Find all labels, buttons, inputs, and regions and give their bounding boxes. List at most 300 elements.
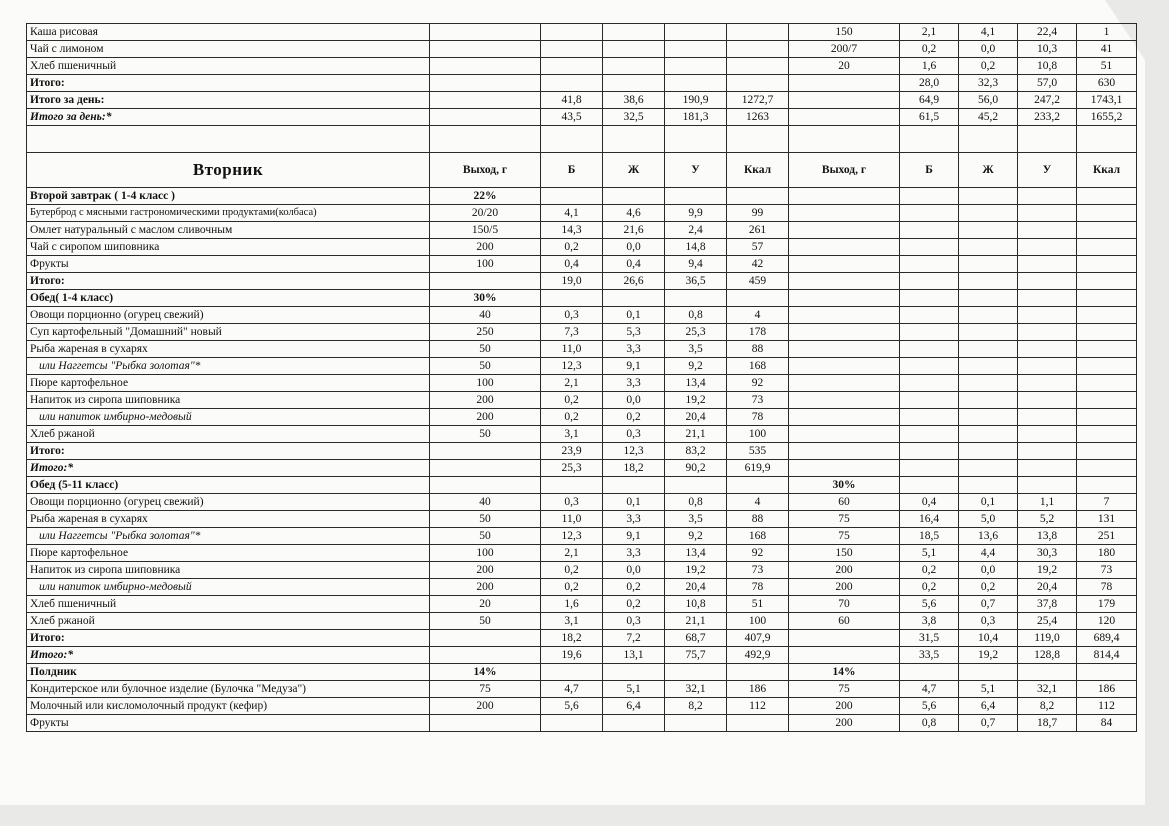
carbs-1: 36,5 <box>665 273 727 290</box>
output-2 <box>789 375 900 392</box>
carbs-1: 75,7 <box>665 647 727 664</box>
table-row <box>27 290 1137 307</box>
output-1: 50 <box>430 511 541 528</box>
output-1: 14% <box>430 664 541 681</box>
carbs-1 <box>665 290 727 307</box>
output-1: 50 <box>430 613 541 630</box>
proteins-1: 7,3 <box>541 324 603 341</box>
proteins-2: 33,5 <box>900 647 959 664</box>
proteins-2 <box>900 375 959 392</box>
proteins-1: 0,3 <box>541 494 603 511</box>
carbs-1: 2,4 <box>665 222 727 239</box>
table-row <box>27 92 1137 109</box>
kcal-2: 1743,1 <box>1077 92 1137 109</box>
spacer-row <box>27 126 1137 153</box>
kcal-2: 84 <box>1077 715 1137 732</box>
carbs-2 <box>1018 477 1077 494</box>
dish-name: Хлеб ржаной <box>27 426 430 443</box>
table-row <box>27 630 1137 647</box>
output-1 <box>430 460 541 477</box>
proteins-2: 61,5 <box>900 109 959 126</box>
fats-2 <box>959 358 1018 375</box>
table-row <box>27 613 1137 630</box>
proteins-1: 3,1 <box>541 613 603 630</box>
carbs-2: 119,0 <box>1018 630 1077 647</box>
dish-name: Пюре картофельное <box>27 375 430 392</box>
proteins-1: 14,3 <box>541 222 603 239</box>
proteins-2: 5,6 <box>900 698 959 715</box>
dish-name: Пюре картофельное <box>27 545 430 562</box>
header-kcal-2: Ккал <box>1077 153 1137 188</box>
fats-1: 0,2 <box>603 409 665 426</box>
output-2 <box>789 341 900 358</box>
fats-2 <box>959 664 1018 681</box>
output-2 <box>789 205 900 222</box>
kcal-1 <box>727 75 789 92</box>
carbs-1: 83,2 <box>665 443 727 460</box>
fats-2: 0,1 <box>959 494 1018 511</box>
kcal-1: 168 <box>727 358 789 375</box>
kcal-1: 100 <box>727 426 789 443</box>
kcal-1: 99 <box>727 205 789 222</box>
carbs-1: 0,8 <box>665 307 727 324</box>
carbs-1: 0,8 <box>665 494 727 511</box>
table-row <box>27 715 1137 732</box>
kcal-2: 7 <box>1077 494 1137 511</box>
carbs-1 <box>665 41 727 58</box>
proteins-2: 0,2 <box>900 41 959 58</box>
output-2 <box>789 409 900 426</box>
fats-1: 0,0 <box>603 392 665 409</box>
proteins-2 <box>900 341 959 358</box>
table-row <box>27 273 1137 290</box>
kcal-2 <box>1077 307 1137 324</box>
proteins-2 <box>900 409 959 426</box>
proteins-1: 25,3 <box>541 460 603 477</box>
output-2: 75 <box>789 681 900 698</box>
output-1: 200 <box>430 392 541 409</box>
table-row <box>27 41 1137 58</box>
kcal-1 <box>727 715 789 732</box>
proteins-2 <box>900 290 959 307</box>
table-row <box>27 596 1137 613</box>
proteins-1 <box>541 24 603 41</box>
header-output-2: Выход, г <box>789 153 900 188</box>
output-1: 50 <box>430 528 541 545</box>
table-row <box>27 579 1137 596</box>
carbs-1: 190,9 <box>665 92 727 109</box>
proteins-2: 16,4 <box>900 511 959 528</box>
carbs-2 <box>1018 324 1077 341</box>
fats-2: 5,0 <box>959 511 1018 528</box>
fats-2: 19,2 <box>959 647 1018 664</box>
proteins-1 <box>541 188 603 205</box>
dish-name: Второй завтрак ( 1-4 класс ) <box>27 188 430 205</box>
dish-name: Итого за день: <box>27 92 430 109</box>
carbs-2: 25,4 <box>1018 613 1077 630</box>
dish-name: Итого: <box>27 443 430 460</box>
table-row <box>27 222 1137 239</box>
output-2 <box>789 188 900 205</box>
fats-2 <box>959 239 1018 256</box>
header-u-2: У <box>1018 153 1077 188</box>
fats-2: 4,4 <box>959 545 1018 562</box>
table-row <box>27 494 1137 511</box>
kcal-1: 112 <box>727 698 789 715</box>
output-1 <box>430 109 541 126</box>
fats-1: 5,3 <box>603 324 665 341</box>
kcal-1: 619,9 <box>727 460 789 477</box>
output-2: 150 <box>789 545 900 562</box>
table-row <box>27 24 1137 41</box>
fats-2 <box>959 477 1018 494</box>
header-u-1: У <box>665 153 727 188</box>
output-2 <box>789 358 900 375</box>
dish-name: или напиток имбирно-медовый <box>27 409 430 426</box>
kcal-1: 186 <box>727 681 789 698</box>
carbs-2 <box>1018 290 1077 307</box>
output-2 <box>789 392 900 409</box>
dish-name: Обед( 1-4 класс) <box>27 290 430 307</box>
dish-name: Молочный или кисломолочный продукт (кефир) <box>27 698 430 715</box>
table-row <box>27 409 1137 426</box>
proteins-1: 0,3 <box>541 307 603 324</box>
header-b-2: Б <box>900 153 959 188</box>
output-2: 75 <box>789 528 900 545</box>
header-row <box>27 153 1137 188</box>
fats-2 <box>959 188 1018 205</box>
output-2 <box>789 222 900 239</box>
carbs-2 <box>1018 307 1077 324</box>
proteins-2 <box>900 307 959 324</box>
carbs-2: 20,4 <box>1018 579 1077 596</box>
kcal-2: 814,4 <box>1077 647 1137 664</box>
fats-1: 0,0 <box>603 562 665 579</box>
fats-1: 0,4 <box>603 256 665 273</box>
table-row <box>27 426 1137 443</box>
dish-name: Суп картофельный "Домашний" новый <box>27 324 430 341</box>
output-1: 100 <box>430 375 541 392</box>
kcal-2 <box>1077 273 1137 290</box>
proteins-2: 18,5 <box>900 528 959 545</box>
proteins-1 <box>541 41 603 58</box>
table-row <box>27 528 1137 545</box>
kcal-2: 73 <box>1077 562 1137 579</box>
carbs-1: 9,9 <box>665 205 727 222</box>
proteins-1: 0,2 <box>541 579 603 596</box>
carbs-2 <box>1018 239 1077 256</box>
output-1 <box>430 92 541 109</box>
proteins-2 <box>900 239 959 256</box>
proteins-1: 12,3 <box>541 528 603 545</box>
dish-name: Фрукты <box>27 256 430 273</box>
fats-2: 32,3 <box>959 75 1018 92</box>
fats-1: 32,5 <box>603 109 665 126</box>
output-2: 200 <box>789 579 900 596</box>
proteins-2 <box>900 188 959 205</box>
proteins-2: 5,1 <box>900 545 959 562</box>
output-2: 30% <box>789 477 900 494</box>
kcal-2: 51 <box>1077 58 1137 75</box>
tuesday-rows <box>27 188 1137 732</box>
dish-name: Напиток из сиропа шиповника <box>27 562 430 579</box>
table-row <box>27 681 1137 698</box>
proteins-1: 0,2 <box>541 562 603 579</box>
proteins-1 <box>541 75 603 92</box>
dish-name: или Наггетсы "Рыбка золотая"* <box>27 358 430 375</box>
kcal-2: 41 <box>1077 41 1137 58</box>
carbs-1: 25,3 <box>665 324 727 341</box>
fats-1 <box>603 58 665 75</box>
fats-2: 0,0 <box>959 41 1018 58</box>
header-b-1: Б <box>541 153 603 188</box>
dish-name: Итого: <box>27 75 430 92</box>
table-row <box>27 239 1137 256</box>
kcal-2 <box>1077 426 1137 443</box>
output-1: 200 <box>430 579 541 596</box>
fats-1 <box>603 715 665 732</box>
proteins-2 <box>900 256 959 273</box>
kcal-2 <box>1077 239 1137 256</box>
output-1 <box>430 273 541 290</box>
output-1 <box>430 715 541 732</box>
output-1 <box>430 24 541 41</box>
proteins-1: 41,8 <box>541 92 603 109</box>
carbs-1: 8,2 <box>665 698 727 715</box>
day-title: Вторник <box>27 153 430 188</box>
carbs-1: 181,3 <box>665 109 727 126</box>
output-2: 60 <box>789 613 900 630</box>
fats-1 <box>603 664 665 681</box>
fats-2 <box>959 324 1018 341</box>
fats-2 <box>959 290 1018 307</box>
fats-2 <box>959 375 1018 392</box>
proteins-2: 64,9 <box>900 92 959 109</box>
fats-1: 13,1 <box>603 647 665 664</box>
fats-1: 0,2 <box>603 579 665 596</box>
carbs-1: 20,4 <box>665 409 727 426</box>
proteins-1: 0,2 <box>541 409 603 426</box>
kcal-1: 4 <box>727 494 789 511</box>
fats-1: 5,1 <box>603 681 665 698</box>
kcal-2 <box>1077 375 1137 392</box>
proteins-2: 1,6 <box>900 58 959 75</box>
fats-2: 0,7 <box>959 715 1018 732</box>
fats-2: 0,3 <box>959 613 1018 630</box>
fats-2: 10,4 <box>959 630 1018 647</box>
output-1: 50 <box>430 358 541 375</box>
kcal-2: 179 <box>1077 596 1137 613</box>
fats-2: 0,0 <box>959 562 1018 579</box>
dish-name: Напиток из сиропа шиповника <box>27 392 430 409</box>
proteins-1: 4,7 <box>541 681 603 698</box>
fats-1: 3,3 <box>603 511 665 528</box>
output-2 <box>789 109 900 126</box>
proteins-1: 19,6 <box>541 647 603 664</box>
carbs-1: 9,2 <box>665 358 727 375</box>
dish-name: Итого:* <box>27 460 430 477</box>
output-1: 200 <box>430 562 541 579</box>
fats-1 <box>603 75 665 92</box>
kcal-1: 88 <box>727 511 789 528</box>
dish-name: Рыба жареная в сухарях <box>27 341 430 358</box>
kcal-2 <box>1077 358 1137 375</box>
table-row <box>27 324 1137 341</box>
output-2 <box>789 256 900 273</box>
proteins-2: 5,6 <box>900 596 959 613</box>
proteins-2: 0,8 <box>900 715 959 732</box>
output-1: 100 <box>430 256 541 273</box>
kcal-2 <box>1077 409 1137 426</box>
carbs-2 <box>1018 460 1077 477</box>
output-2: 60 <box>789 494 900 511</box>
output-1: 200 <box>430 698 541 715</box>
output-2: 200 <box>789 698 900 715</box>
table-row <box>27 58 1137 75</box>
table-row <box>27 443 1137 460</box>
carbs-1: 21,1 <box>665 426 727 443</box>
carbs-2: 1,1 <box>1018 494 1077 511</box>
dish-name: или Наггетсы "Рыбка золотая"* <box>27 528 430 545</box>
proteins-1: 2,1 <box>541 545 603 562</box>
carbs-1 <box>665 75 727 92</box>
kcal-1: 4 <box>727 307 789 324</box>
carbs-2: 128,8 <box>1018 647 1077 664</box>
fats-1: 26,6 <box>603 273 665 290</box>
carbs-1: 68,7 <box>665 630 727 647</box>
dish-name: Итого: <box>27 630 430 647</box>
output-1 <box>430 41 541 58</box>
output-1: 50 <box>430 426 541 443</box>
carbs-2: 5,2 <box>1018 511 1077 528</box>
kcal-2: 186 <box>1077 681 1137 698</box>
table-row <box>27 698 1137 715</box>
carbs-1 <box>665 24 727 41</box>
output-1 <box>430 75 541 92</box>
carbs-2 <box>1018 664 1077 681</box>
proteins-2 <box>900 664 959 681</box>
proteins-2: 3,8 <box>900 613 959 630</box>
carbs-1: 14,8 <box>665 239 727 256</box>
dish-name: Бутерброд с мясными гастрономическими продуктами(колбаса) <box>27 205 430 222</box>
fats-1 <box>603 24 665 41</box>
table-row <box>27 460 1137 477</box>
output-1: 50 <box>430 341 541 358</box>
fats-1: 38,6 <box>603 92 665 109</box>
header-j-1: Ж <box>603 153 665 188</box>
dish-name: Хлеб пшеничный <box>27 596 430 613</box>
proteins-1: 4,1 <box>541 205 603 222</box>
carbs-2 <box>1018 188 1077 205</box>
output-1: 40 <box>430 494 541 511</box>
output-1: 20/20 <box>430 205 541 222</box>
proteins-1 <box>541 58 603 75</box>
output-1: 100 <box>430 545 541 562</box>
kcal-1: 178 <box>727 324 789 341</box>
kcal-2: 1655,2 <box>1077 109 1137 126</box>
kcal-1: 73 <box>727 562 789 579</box>
output-1: 200 <box>430 409 541 426</box>
header-output-1: Выход, г <box>430 153 541 188</box>
proteins-1: 0,4 <box>541 256 603 273</box>
carbs-2 <box>1018 375 1077 392</box>
fats-1: 4,6 <box>603 205 665 222</box>
kcal-2 <box>1077 443 1137 460</box>
kcal-1: 78 <box>727 409 789 426</box>
carbs-2: 19,2 <box>1018 562 1077 579</box>
dish-name: Кондитерское или булочное изделие (Булочка "Медуза") <box>27 681 430 698</box>
dish-name: Хлеб ржаной <box>27 613 430 630</box>
table-row <box>27 256 1137 273</box>
carbs-2: 8,2 <box>1018 698 1077 715</box>
fats-1: 0,0 <box>603 239 665 256</box>
fats-2 <box>959 256 1018 273</box>
output-2: 20 <box>789 58 900 75</box>
fats-2: 13,6 <box>959 528 1018 545</box>
menu-table <box>26 23 1137 732</box>
kcal-2 <box>1077 392 1137 409</box>
carbs-1 <box>665 58 727 75</box>
dish-name: Фрукты <box>27 715 430 732</box>
proteins-2 <box>900 426 959 443</box>
proteins-2 <box>900 477 959 494</box>
proteins-1: 0,2 <box>541 392 603 409</box>
fats-1 <box>603 290 665 307</box>
output-2 <box>789 75 900 92</box>
table-row <box>27 562 1137 579</box>
output-1: 200 <box>430 239 541 256</box>
kcal-1 <box>727 188 789 205</box>
kcal-1: 92 <box>727 545 789 562</box>
table-row <box>27 341 1137 358</box>
carbs-2: 57,0 <box>1018 75 1077 92</box>
carbs-1 <box>665 715 727 732</box>
fats-1: 0,3 <box>603 426 665 443</box>
kcal-1 <box>727 24 789 41</box>
output-1 <box>430 443 541 460</box>
fats-2 <box>959 307 1018 324</box>
fats-2: 5,1 <box>959 681 1018 698</box>
output-1 <box>430 630 541 647</box>
kcal-1: 459 <box>727 273 789 290</box>
kcal-1 <box>727 664 789 681</box>
proteins-1: 12,3 <box>541 358 603 375</box>
carbs-2 <box>1018 392 1077 409</box>
output-2: 70 <box>789 596 900 613</box>
kcal-1: 73 <box>727 392 789 409</box>
output-2 <box>789 647 900 664</box>
carbs-2: 18,7 <box>1018 715 1077 732</box>
kcal-1: 92 <box>727 375 789 392</box>
proteins-2: 0,2 <box>900 562 959 579</box>
dish-name: Каша рисовая <box>27 24 430 41</box>
proteins-2: 31,5 <box>900 630 959 647</box>
carbs-2: 13,8 <box>1018 528 1077 545</box>
proteins-1: 23,9 <box>541 443 603 460</box>
carbs-1: 20,4 <box>665 579 727 596</box>
kcal-2 <box>1077 290 1137 307</box>
fats-1: 7,2 <box>603 630 665 647</box>
kcal-2: 251 <box>1077 528 1137 545</box>
output-2: 200 <box>789 562 900 579</box>
carbs-1: 13,4 <box>665 375 727 392</box>
carbs-1: 19,2 <box>665 562 727 579</box>
table-row <box>27 307 1137 324</box>
fats-1: 0,3 <box>603 613 665 630</box>
kcal-2: 78 <box>1077 579 1137 596</box>
kcal-1: 1272,7 <box>727 92 789 109</box>
kcal-2 <box>1077 222 1137 239</box>
